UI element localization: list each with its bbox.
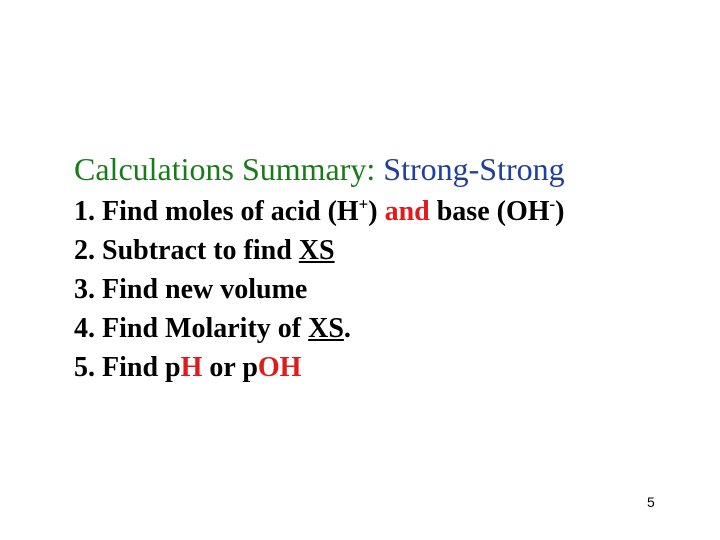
- poh-p: p: [242, 352, 258, 383]
- title-sub: Strong-Strong: [383, 151, 565, 187]
- step-text: ): [555, 196, 565, 227]
- steps-list: [74, 192, 564, 387]
- step-2: [74, 231, 564, 270]
- step-number: 2.: [74, 235, 95, 266]
- ph-p: p: [165, 352, 181, 383]
- ph-h: H: [180, 352, 203, 383]
- step-4: [74, 309, 564, 348]
- step-verb: Find: [102, 352, 159, 383]
- step-number: 3.: [74, 274, 95, 305]
- xs-term: XS: [298, 235, 335, 266]
- step-verb: Find: [102, 196, 159, 227]
- step-text: new volume: [165, 274, 308, 305]
- step-text: base (OH: [436, 196, 550, 227]
- and-highlight: and: [384, 196, 430, 227]
- hydrogen-charge: +: [358, 194, 369, 214]
- step-text: Molarity of: [165, 313, 302, 344]
- step-verb: Find: [102, 313, 159, 344]
- page-number: 5: [647, 494, 655, 510]
- step-number: 5.: [74, 352, 95, 383]
- step-number: 1.: [74, 196, 95, 227]
- step-5: [74, 348, 564, 387]
- xs-term: XS: [308, 313, 344, 344]
- title-main: Calculations Summary:: [74, 151, 376, 187]
- step-verb: Find: [102, 274, 159, 305]
- hydroxide-charge: -: [549, 194, 556, 214]
- poh-oh: OH: [257, 352, 302, 383]
- slide-title: [74, 148, 565, 190]
- step-verb: Subtract to find: [102, 235, 292, 266]
- step-1: [74, 192, 564, 231]
- step-text: ): [368, 196, 378, 227]
- step-text: moles of acid (H: [165, 196, 359, 227]
- step-3: [74, 270, 564, 309]
- step-number: 4.: [74, 313, 95, 344]
- or-word: or: [209, 352, 236, 383]
- step-tail: .: [343, 313, 351, 344]
